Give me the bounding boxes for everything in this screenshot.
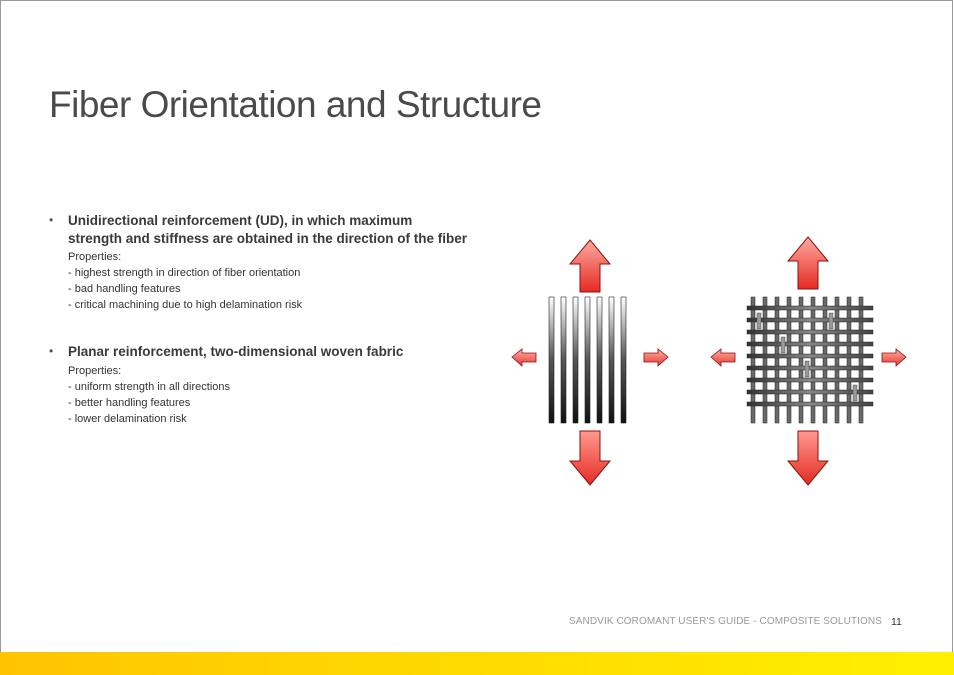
arrow-up-icon [570, 240, 610, 292]
property-item: - uniform strength in all directions [68, 380, 231, 393]
fiber-strand [549, 297, 554, 423]
fiber-strand [609, 297, 614, 423]
arrow-down-icon [570, 431, 610, 485]
bullet-symbol: • [49, 213, 54, 227]
slide-title: Fiber Orientation and Structure [49, 84, 542, 125]
bullet-item-ud [49, 212, 469, 313]
unidirectional-fiber-group [549, 297, 626, 423]
arrow-down-icon [788, 431, 828, 485]
property-item: - critical machining due to high delamination risk [68, 299, 303, 311]
bullet-heading: Planar reinforcement, two-dimensional woven fabric [68, 344, 404, 359]
footer-text: SANDVIK COROMANT USER'S GUIDE - COMPOSITE SOLUTIONS [569, 616, 882, 627]
fiber-strand [585, 297, 590, 423]
arrow-left-small-icon [711, 349, 735, 366]
fiber-strand [561, 297, 566, 423]
properties-label: Properties: [68, 364, 122, 377]
bullet-list [49, 212, 469, 427]
property-item: - better handling features [68, 396, 191, 409]
bullet-heading: Unidirectional reinforcement (UD), in which maximum strength and stiffness are obtained in the direction of the fiber [68, 213, 468, 246]
arrow-left-small-icon [512, 349, 536, 366]
properties-list [68, 265, 469, 313]
property-item: - bad handling features [68, 283, 181, 295]
fiber-orientation-diagram [505, 232, 915, 492]
arrow-right-small-icon [882, 349, 906, 366]
arrow-right-small-icon [644, 349, 668, 366]
properties-label: Properties: [68, 251, 122, 263]
page-number: 11 [891, 616, 902, 628]
fiber-strand [597, 297, 602, 423]
woven-fabric-group [747, 297, 873, 423]
fiber-strand [573, 297, 578, 423]
properties-list [68, 379, 469, 427]
fiber-strand [621, 297, 626, 423]
property-item: - lower delamination risk [68, 412, 187, 425]
bullet-symbol: • [49, 344, 54, 358]
brand-color-bar [0, 652, 954, 675]
bullet-item-planar [49, 343, 469, 427]
property-item: - highest strength in direction of fiber orientation [68, 267, 301, 279]
arrow-up-icon [788, 237, 828, 289]
